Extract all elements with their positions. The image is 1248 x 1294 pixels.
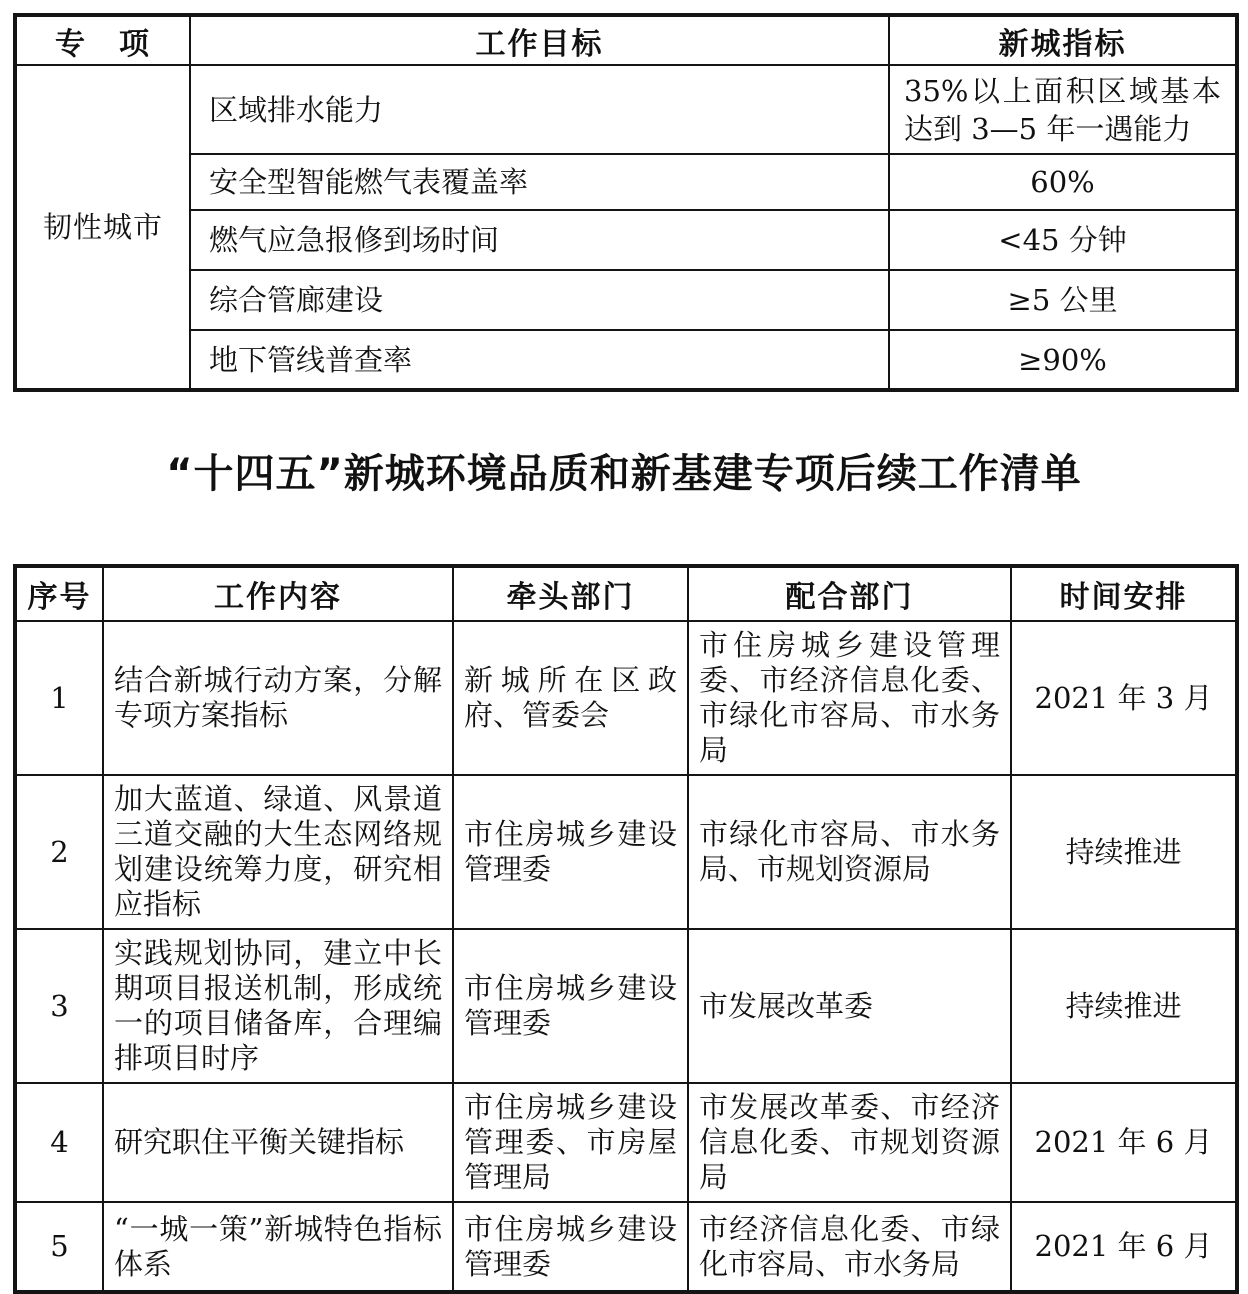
table-row <box>15 65 1237 154</box>
t2-time-cell: 2021 年 6 月 <box>1011 1083 1237 1202</box>
t2-header-lead-department: 牵头部门 <box>453 566 688 621</box>
t2-time-cell: 持续推进 <box>1011 775 1237 929</box>
table-row <box>15 330 1237 390</box>
t2-content-cell: 实践规划协同，建立中长期项目报送机制，形成统一的项目储备库，合理编排项目时序 <box>103 929 453 1083</box>
table-row <box>15 775 1237 929</box>
t2-content-cell: 加大蓝道、绿道、风景道三道交融的大生态网络规划建设统筹力度，研究相应指标 <box>103 775 453 929</box>
t2-header-work-content: 工作内容 <box>103 566 453 621</box>
table-row <box>15 154 1237 210</box>
table-row <box>15 1202 1237 1292</box>
t1-indicator-cell: ≥5 公里 <box>889 270 1237 330</box>
page-title: “十四五”新城环境品质和新基建专项后续工作清单 <box>166 451 1082 497</box>
t1-target-cell: 地下管线普查率 <box>190 330 889 390</box>
t1-target-cell: 燃气应急报修到场时间 <box>190 210 889 270</box>
t2-time-cell: 2021 年 3 月 <box>1011 621 1237 775</box>
t2-time-cell: 2021 年 6 月 <box>1011 1202 1237 1292</box>
t1-indicator-cell: 35%以上面积区域基本达到 3—5 年一遇能力 <box>889 65 1237 154</box>
t2-number-cell: 4 <box>15 1083 103 1202</box>
t2-content-cell: 研究职住平衡关键指标 <box>103 1083 453 1202</box>
t1-header-newtown-indicator: 新城指标 <box>889 15 1237 65</box>
t2-header-support-department: 配合部门 <box>688 566 1011 621</box>
t1-target-cell: 安全型智能燃气表覆盖率 <box>190 154 889 210</box>
table-row <box>15 621 1237 775</box>
t2-lead-cell: 市住房城乡建设管理委 <box>453 1202 688 1292</box>
t1-indicator-cell: ≥90% <box>889 330 1237 390</box>
t2-number-cell: 5 <box>15 1202 103 1292</box>
t2-lead-cell: 市住房城乡建设管理委 <box>453 929 688 1083</box>
table-row <box>15 210 1237 270</box>
t2-number-cell: 3 <box>15 929 103 1083</box>
t2-support-cell: 市发展改革委 <box>688 929 1011 1083</box>
t2-support-cell: 市绿化市容局、市水务局、市规划资源局 <box>688 775 1011 929</box>
t2-lead-cell: 市住房城乡建设管理委、市房屋管理局 <box>453 1083 688 1202</box>
t2-support-cell: 市发展改革委、市经济信息化委、市规划资源局 <box>688 1083 1011 1202</box>
t2-number-cell: 2 <box>15 775 103 929</box>
t2-header-number: 序号 <box>15 566 103 621</box>
t1-category-cell: 韧性城市 <box>15 65 190 390</box>
table-row <box>15 929 1237 1083</box>
t2-content-cell: “一城一策”新城特色指标体系 <box>103 1202 453 1292</box>
t2-support-cell: 市经济信息化委、市绿化市容局、市水务局 <box>688 1202 1011 1292</box>
follow-up-work-list-table <box>13 564 1239 1294</box>
t1-header-work-target: 工作目标 <box>190 15 889 65</box>
t2-header-schedule: 时间安排 <box>1011 566 1237 621</box>
t1-header-special-item: 专 项 <box>15 15 190 65</box>
t1-header-row <box>15 15 1237 65</box>
t2-header-row <box>15 566 1237 621</box>
table-row <box>15 270 1237 330</box>
t1-target-cell: 区域排水能力 <box>190 65 889 154</box>
t1-indicator-cell: <45 分钟 <box>889 210 1237 270</box>
t2-time-cell: 持续推进 <box>1011 929 1237 1083</box>
t1-target-cell: 综合管廊建设 <box>190 270 889 330</box>
resilient-city-indicators-table <box>13 13 1239 392</box>
t2-lead-cell: 新城所在区政府、管委会 <box>453 621 688 775</box>
t2-number-cell: 1 <box>15 621 103 775</box>
table-row <box>15 1083 1237 1202</box>
t2-support-cell: 市住房城乡建设管理委、市经济信息化委、市绿化市容局、市水务局 <box>688 621 1011 775</box>
t2-content-cell: 结合新城行动方案，分解专项方案指标 <box>103 621 453 775</box>
t2-lead-cell: 市住房城乡建设管理委 <box>453 775 688 929</box>
t1-indicator-cell: 60% <box>889 154 1237 210</box>
